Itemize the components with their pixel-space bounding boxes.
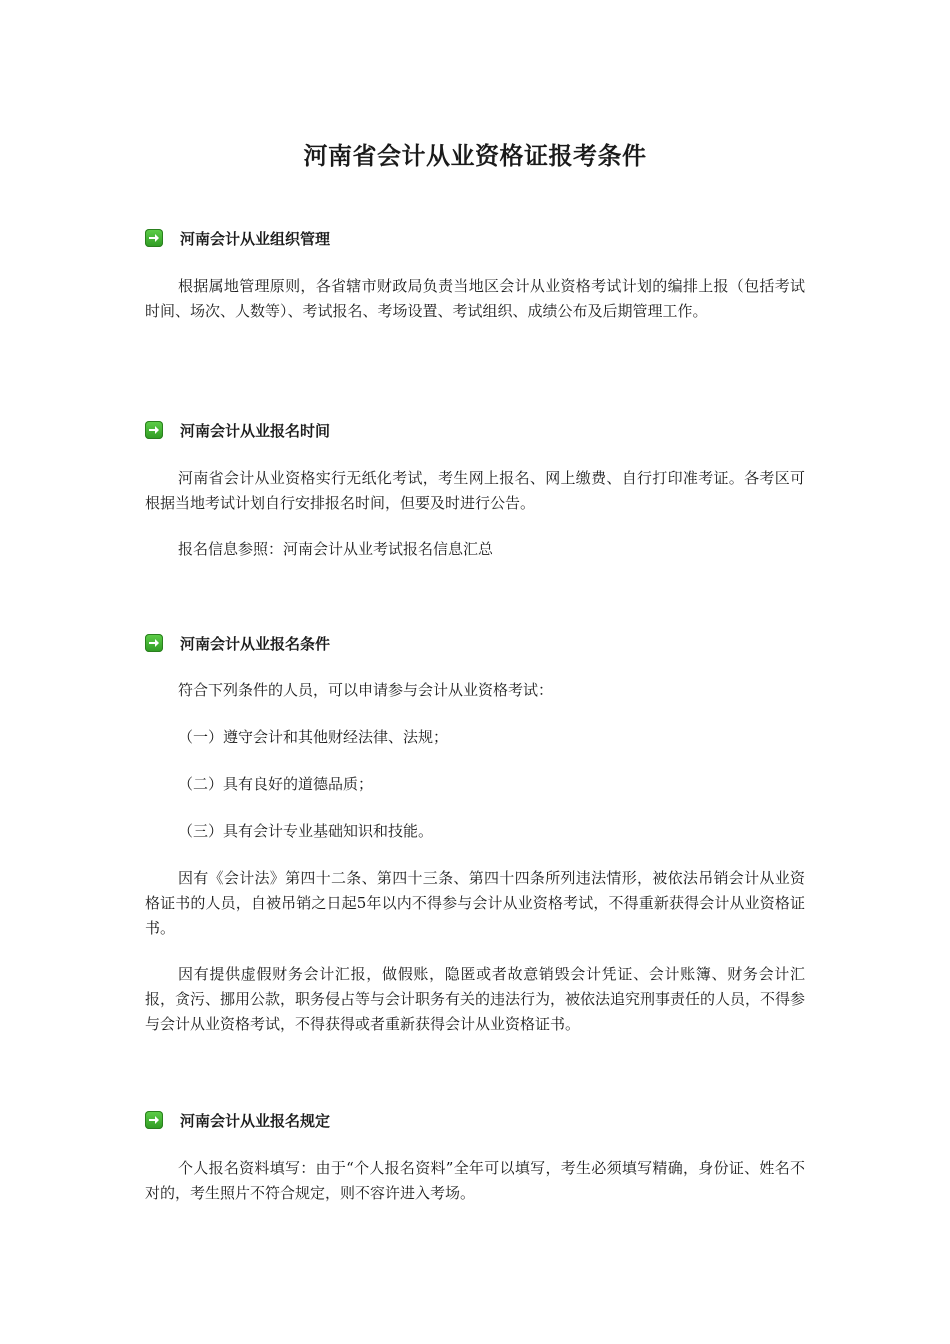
paragraph: 报名信息参照：河南会计从业考试报名信息汇总 bbox=[178, 540, 494, 558]
section-organization bbox=[145, 226, 805, 324]
section-heading bbox=[145, 418, 805, 442]
section-heading bbox=[145, 1108, 805, 1132]
green-arrow-icon bbox=[145, 229, 163, 247]
section-title: 河南会计从业报名时间 bbox=[180, 421, 331, 440]
paragraph: 根据属地管理原则，各省辖市财政局负责当地区会计从业资格考试计划的编排上报（包括考试时间、场次、人数等）、考试报名、考场设置、考试组织、成绩公布及后期管理工作。 bbox=[145, 277, 805, 320]
section-heading bbox=[145, 631, 805, 655]
section-title: 河南会计从业组织管理 bbox=[180, 229, 331, 248]
green-arrow-icon bbox=[145, 1111, 163, 1129]
condition-item: （三）具有会计专业基础知识和技能。 bbox=[178, 822, 434, 840]
paragraph: 个人报名资料填写：由于“个人报名资料”全年可以填写，考生必须填写精确，身份证、姓名不对的，考生照片不符合规定，则不容许进入考场。 bbox=[145, 1159, 805, 1202]
green-arrow-icon bbox=[145, 421, 163, 439]
section-registration-rules bbox=[145, 1108, 805, 1206]
section-heading bbox=[145, 226, 805, 250]
section-registration-time bbox=[145, 418, 805, 562]
page-title: 河南省会计从业资格证报考条件 bbox=[303, 142, 647, 170]
condition-item: （二）具有良好的道德品质； bbox=[178, 775, 374, 793]
section-title: 河南会计从业报名规定 bbox=[180, 1111, 331, 1130]
section-registration-conditions bbox=[145, 631, 805, 1037]
paragraph: 因有提供虚假财务会计汇报，做假账，隐匿或者故意销毁会计凭证、会计账簿、财务会计汇报，贪污、挪用公款，职务侵占等与会计职务有关的违法行为，被依法追究刑事责任的人员，不得参与会计从业资格考试，不得获得或者重新获得会计从业资格证书。 bbox=[145, 965, 806, 1033]
section-title: 河南会计从业报名条件 bbox=[180, 634, 331, 653]
green-arrow-icon bbox=[145, 634, 163, 652]
paragraph: 河南省会计从业资格实行无纸化考试，考生网上报名、网上缴费、自行打印准考证。各考区可根据当地考试计划自行安排报名时间，但要及时进行公告。 bbox=[145, 469, 805, 512]
paragraph: 因有《会计法》第四十二条、第四十三条、第四十四条所列违法情形，被依法吊销会计从业资格证书的人员，自被吊销之日起5年以内不得参与会计从业资格考试，不得重新获得会计从业资格证书。 bbox=[145, 869, 805, 937]
paragraph: 符合下列条件的人员，可以申请参与会计从业资格考试： bbox=[178, 681, 554, 699]
condition-item: （一）遵守会计和其他财经法律、法规； bbox=[178, 728, 449, 746]
